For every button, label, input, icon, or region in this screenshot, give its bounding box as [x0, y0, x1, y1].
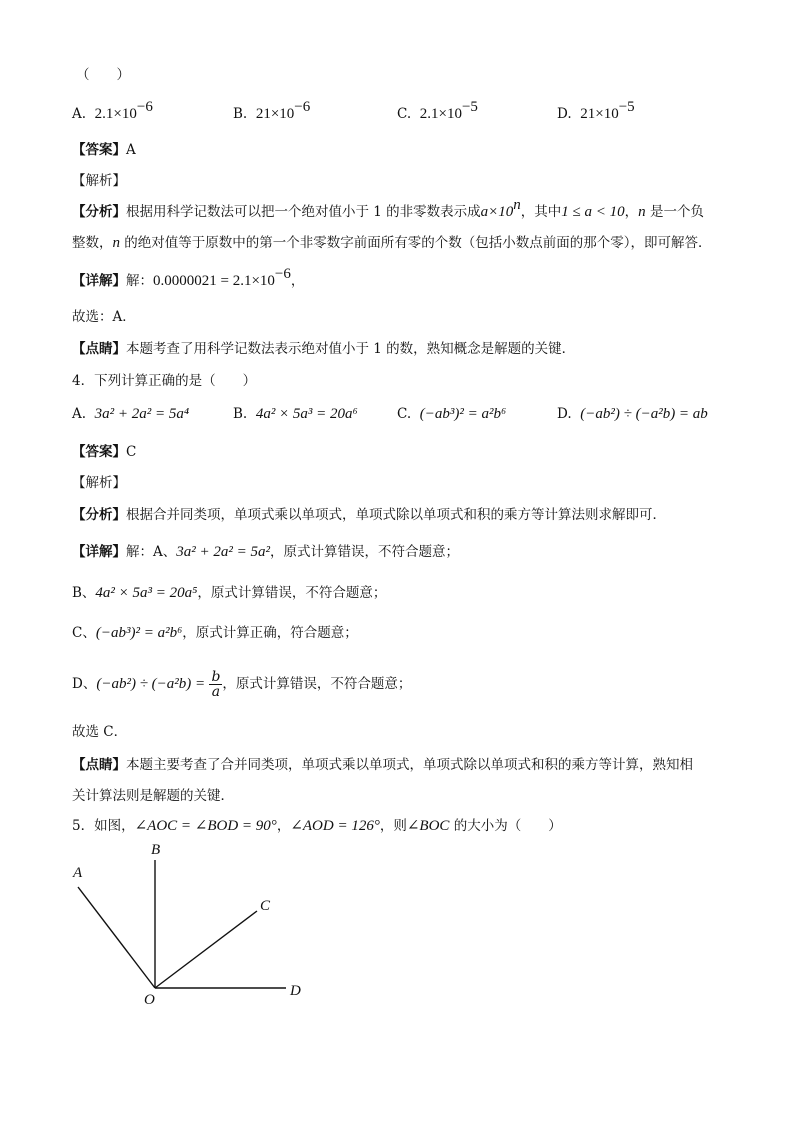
q3-option-d: D. $21\times 10^{-5}$	[557, 99, 635, 122]
q4-stem: 4．下列计算正确的是（ ）	[72, 373, 257, 389]
label-c: C	[260, 898, 271, 914]
q4-dianjing-line1: 【点睛】本题主要考查了合并同类项，单项式乘以单项式，单项式除以单项式和积的乘方等计算，熟知相	[72, 757, 693, 773]
ray-oa	[78, 887, 155, 988]
label-o: O	[144, 992, 155, 1008]
q4-xiangjie-a: 【详解】解：A、3a² + 2a² = 5a²，原式计算错误，不符合题意；	[72, 544, 459, 560]
q3-guxuan: 故选：A．	[72, 309, 136, 325]
q3-option-a: A. $2.1\times 10^{-6}$	[72, 99, 153, 122]
q3-answer: 【答案】A	[72, 142, 136, 158]
q4-guxuan: 故选 C．	[72, 724, 128, 740]
q4-fenxi: 【分析】根据合并同类项，单项式乘以单项式，单项式除以单项式和积的乘方等计算法则求解即可．	[72, 507, 666, 523]
q3-fenxi-line2: 整数，n 的绝对值等于原数中的第一个非零数字前面所有零的个数（包括小数点前面的那个零），即可解答．	[72, 235, 712, 251]
label-d: D	[290, 983, 301, 999]
angle-figure	[60, 835, 320, 1015]
q4-option-c: C. (−ab³)² = a²b⁶	[397, 406, 507, 422]
q3-option-b: B. $21\times 10^{-6}$	[233, 99, 311, 122]
q3-fenxi-line1: 【分析】根据用科学记数法可以把一个绝对值小于 1 的非零数表示成$a\times 10^n$，其中1 ≤ a < 10，n 是一个负	[72, 197, 704, 220]
q3-answer-paren: （ ）	[76, 67, 130, 83]
q3-dianjing: 【点睛】本题考查了用科学记数法表示绝对值小于 1 的数，熟知概念是解题的关键．	[72, 341, 576, 357]
q4-option-a: A. 3a² + 2a² = 5a⁴	[72, 406, 190, 422]
q4-dianjing-line2: 关计算法则是解题的关键．	[72, 788, 234, 804]
ray-oc	[155, 911, 257, 988]
q4-xiangjie-c: C、(−ab³)² = a²b⁶，原式计算正确，符合题意；	[72, 625, 358, 641]
q3-xiangjie: 【详解】解：$0.0000021 = 2.1\times 10^{-6}$，	[72, 266, 305, 289]
q4-analysis-tag: 【解析】	[72, 475, 126, 491]
q4-option-b: B. 4a² × 5a³ = 20a⁶	[233, 406, 358, 422]
label-a: A	[73, 865, 83, 881]
q4-answer: 【答案】C	[72, 444, 137, 460]
q3-option-c: C. $2.1\times 10^{-5}$	[397, 99, 478, 122]
q4-option-d: D. (−ab²) ÷ (−a²b) = ab	[557, 406, 708, 422]
q4-xiangjie-b: B、4a² × 5a³ = 20a⁵，原式计算错误，不符合题意；	[72, 585, 387, 601]
label-b: B	[151, 842, 161, 858]
q3-analysis-tag: 【解析】	[72, 173, 126, 189]
fraction-b-over-a: $\frac{b}{a}$	[211, 669, 221, 700]
q4-xiangjie-d: D、(−ab²) ÷ (−a²b) = $\frac{b}{a}$ ，原式计算错误，不符合题意；	[72, 669, 412, 700]
q5-stem: 5．如图，∠AOC = ∠BOD = 90°，∠AOD = 126°，则∠BOC 的大小为（ ）	[72, 818, 562, 834]
